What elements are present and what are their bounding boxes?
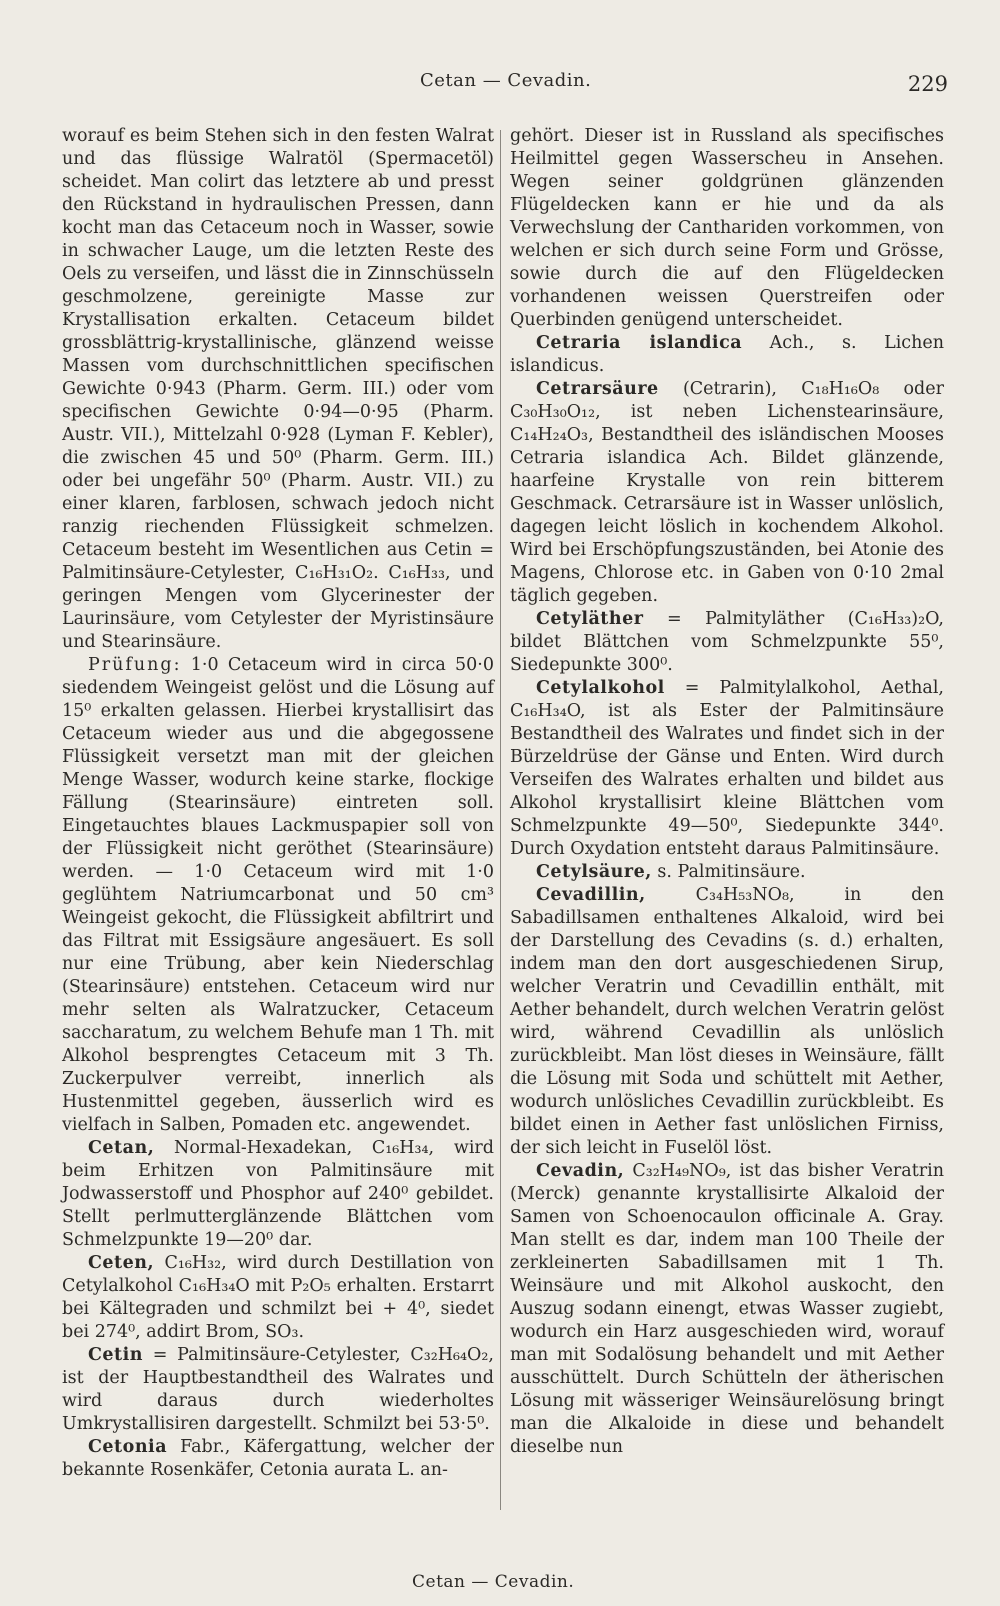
entry-text: (Cetrarin), C₁₈H₁₆O₈ oder C₃₀H₃₀O₁₂, ist neben Lichenstearinsäure, C₁₄H₂₄O₃, Bestandtheil des isländischen Mooses Cetraria islandica Ach. Bildet glänzende, haarfeine Krystalle von rein bitterem Geschmack. Cetrarsäure ist in Wasser unlöslich, dagegen leicht löslich in kochendem Alkohol. Wird bei Erschöpfungszuständen, bei Atonie des Magens, Chlorose etc. in Gaben von 0·10 2mal täglich gegeben. xyxy=(510,379,944,606)
headword: Cevadin, xyxy=(536,1161,625,1181)
entry-cetrarsaeure xyxy=(510,378,944,608)
entry-text: C₃₂H₄₉NO₉, ist das bisher Veratrin (Merck) genannte krystallisirte Alkaloid der Samen von Schoenocaulon officinale A. Gray. Man stellt es dar, indem man 100 Theile der zerkleinerten Sabadillsamen mit 1 Th. Weinsäure und mit Alkohol auskocht, den Auszug sodann einengt, etwas Wasser zugiebt, wodurch ein Harz ausgeschieden wird, worauf man mit Sodalösung behandelt und mit Aether ausschüttelt. Durch Schütteln der ätherischen Lösung mit wässeriger Weinsäurelösung bringt man die Alkaloide in diese und behandelt dieselbe nun xyxy=(510,1161,944,1457)
entry-cetraria xyxy=(510,332,944,378)
left-column xyxy=(62,125,494,1482)
entry-cetylsaeure xyxy=(510,861,944,884)
headword: Cetan, xyxy=(88,1138,155,1158)
headword: Cetylsäure, xyxy=(536,862,652,882)
right-column xyxy=(510,125,944,1459)
running-header xyxy=(0,66,1000,96)
entry-text: C₃₄H₅₃NO₈, in den Sabadillsamen enthaltenes Alkaloid, wird bei der Darstellung des Cevadins (s. d.) erhalten, indem man den dort ausgeschiedenen Sirup, welcher Veratrin und Cevadillin enthält, mit Aether behandelt, durch welchen Veratrin gelöst wird, während Cevadillin als unlöslich zurückbleibt. Man löst dieses in Weinsäure, fällt die Lösung mit Soda und schüttelt mit Aether, wodurch unlösliches Cevadillin zurückbleibt. Es bildet einen in Aether fast unlöslichen Firniss, der sich leicht in Fuselöl löst. xyxy=(510,885,944,1158)
entry-text: Fabr., Käfergattung, welcher der bekannte Rosenkäfer, Cetonia aurata L. an- xyxy=(62,1437,494,1480)
entry-cetan xyxy=(62,1137,494,1252)
entry-cevadillin xyxy=(510,884,944,1160)
headword: Cetylalkohol xyxy=(536,678,665,698)
entry-text: Ach., s. Lichen islandicus. xyxy=(510,333,944,376)
entry-cetonia xyxy=(62,1436,494,1482)
headword: Cetonia xyxy=(88,1437,168,1457)
headword: Cetrarsäure xyxy=(536,379,659,399)
header-title: Cetan — Cevadin. xyxy=(420,70,592,91)
headword: Cetyläther xyxy=(536,609,644,629)
pruefung-paragraph xyxy=(62,654,494,1137)
entry-cetylaether xyxy=(510,608,944,677)
column-divider xyxy=(500,130,501,1510)
entry-text: = Palmityläther (C₁₆H₃₃)₂O, bildet Blättchen vom Schmelzpunkte 55⁰, Siedepunkte 300⁰. xyxy=(510,609,944,675)
page-number: 229 xyxy=(907,72,948,96)
entry-text: s. Palmitinsäure. xyxy=(657,862,806,882)
entry-text: = Palmitylalkohol, Aethal, C₁₆H₃₄O, ist als Ester der Palmitinsäure Bestandtheil des Walrates und findet sich in der Bürzeldrüse der Gänse und Enten. Wird durch Verseifen des Walrates erhalten und bildet aus Alkohol krystallisirt kleine Blättchen vom Schmelzpunkte 49—50⁰, Siedepunkte 344⁰. Durch Oxydation entsteht daraus Palmitinsäure. xyxy=(510,678,944,859)
entry-cetin xyxy=(62,1344,494,1436)
running-footer xyxy=(0,1572,1000,1598)
headword: Ceten, xyxy=(88,1253,155,1273)
entry-text: Normal-Hexadekan, C₁₆H₃₄, wird beim Erhitzen von Palmitinsäure mit Jodwasserstoff und Phosphor auf 240⁰ gebildet. Stellt perlmutterglänzende Blättchen vom Schmelzpunkte 19—20⁰ dar. xyxy=(62,1138,494,1250)
pruefung-label: Prüfung: xyxy=(88,655,182,675)
footer-title: Cetan — Cevadin. xyxy=(412,1572,575,1592)
entry-ceten xyxy=(62,1252,494,1344)
entry-text: = Palmitinsäure-Cetylester, C₃₂H₆₄O₂, ist der Hauptbestandtheil des Walrates und wird daraus durch wiederholtes Umkrystallisiren dargestellt. Schmilzt bei 53·5⁰. xyxy=(62,1345,494,1434)
entry-cevadin xyxy=(510,1160,944,1459)
entry-text: C₁₆H₃₂, wird durch Destillation von Cetylalkohol C₁₆H₃₄O mit P₂O₅ erhalten. Erstarrt bei Kältegraden und schmilzt bei + 4⁰, siedet bei 274⁰, addirt Brom, SO₃. xyxy=(62,1253,494,1342)
paragraph: gehört. Dieser ist in Russland als specifisches Heilmittel gegen Wasserscheu in Ansehen. Wegen seiner goldgrünen glänzenden Flügeldecken kann er hie und da als Verwechslung der Canthariden vorkommen, von welchen er sich durch seine Form und Grösse, sowie durch die auf den Flügeldecken vorhandenen weissen Querstreifen oder Querbinden genügend unterscheidet. xyxy=(510,126,944,330)
headword: Cevadillin, xyxy=(536,885,646,905)
entry-cetylalkohol xyxy=(510,677,944,861)
pruefung-text: 1·0 Cetaceum wird in circa 50·0 siedendem Weingeist gelöst und die Lösung auf 15⁰ erkalten gelassen. Hierbei krystallisirt das Cetaceum wieder aus und die abgegossene Flüssigkeit versetzt man mit der gleichen Menge Wasser, wodurch keine starke, flockige Fällung (Stearinsäure) eintreten soll. Eingetauchtes blaues Lackmuspapier soll von der Flüssigkeit nicht geröthet (Stearinsäure) werden. — 1·0 Cetaceum wird mit 1·0 geglühtem Natriumcarbonat und 50 cm³ Weingeist gekocht, die Flüssigkeit abfiltrirt und das Filtrat mit Essigsäure angesäuert. Es soll nur eine Trübung, aber kein Niederschlag (Stearinsäure) entstehen. Cetaceum wird nur mehr selten als Walratzucker, Cetaceum saccharatum, zu welchem Behufe man 1 Th. mit Alkohol besprengtes Cetaceum mit 3 Th. Zuckerpulver verreibt, innerlich als Hustenmittel gegeben, äusserlich wird es vielfach in Salben, Pomaden etc. angewendet. xyxy=(62,655,494,1135)
headword: Cetin xyxy=(88,1345,144,1365)
paragraph: worauf es beim Stehen sich in den festen Walrat und das flüssige Walratöl (Spermacetöl) scheidet. Man colirt das letztere ab und presst den Rückstand in hydraulischen Pressen, dann kocht man das Cetaceum noch in Wasser, sowie in schwacher Lauge, um die letzten Reste des Oels zu verseifen, und lässt die in Zinnschüsseln geschmolzene, gereinigte Masse zur Krystallisation erkalten. Cetaceum bildet grossblättrig-krystallinische, glänzend weisse Massen vom durchschnittlichen specifischen Gewichte 0·943 (Pharm. Germ. III.) oder vom specifischen Gewichte 0·94—0·95 (Pharm. Austr. VII.), Mittelzahl 0·928 (Lyman F. Kebler), die zwischen 45 und 50⁰ (Pharm. Germ. III.) oder bei ungefähr 50⁰ (Pharm. Austr. VII.) zu einer klaren, farblosen, schwach jedoch nicht ranzig riechenden Flüssigkeit schmelzen. Cetaceum besteht im Wesentlichen aus Cetin = Palmitinsäure-Cetylester, C₁₆H₃₁O₂. C₁₆H₃₃, und geringen Mengen vom Glycerinester der Laurinsäure, vom Cetylester der Myristinsäure und Stearinsäure. xyxy=(62,126,494,652)
headword: Cetraria islandica xyxy=(536,333,743,353)
